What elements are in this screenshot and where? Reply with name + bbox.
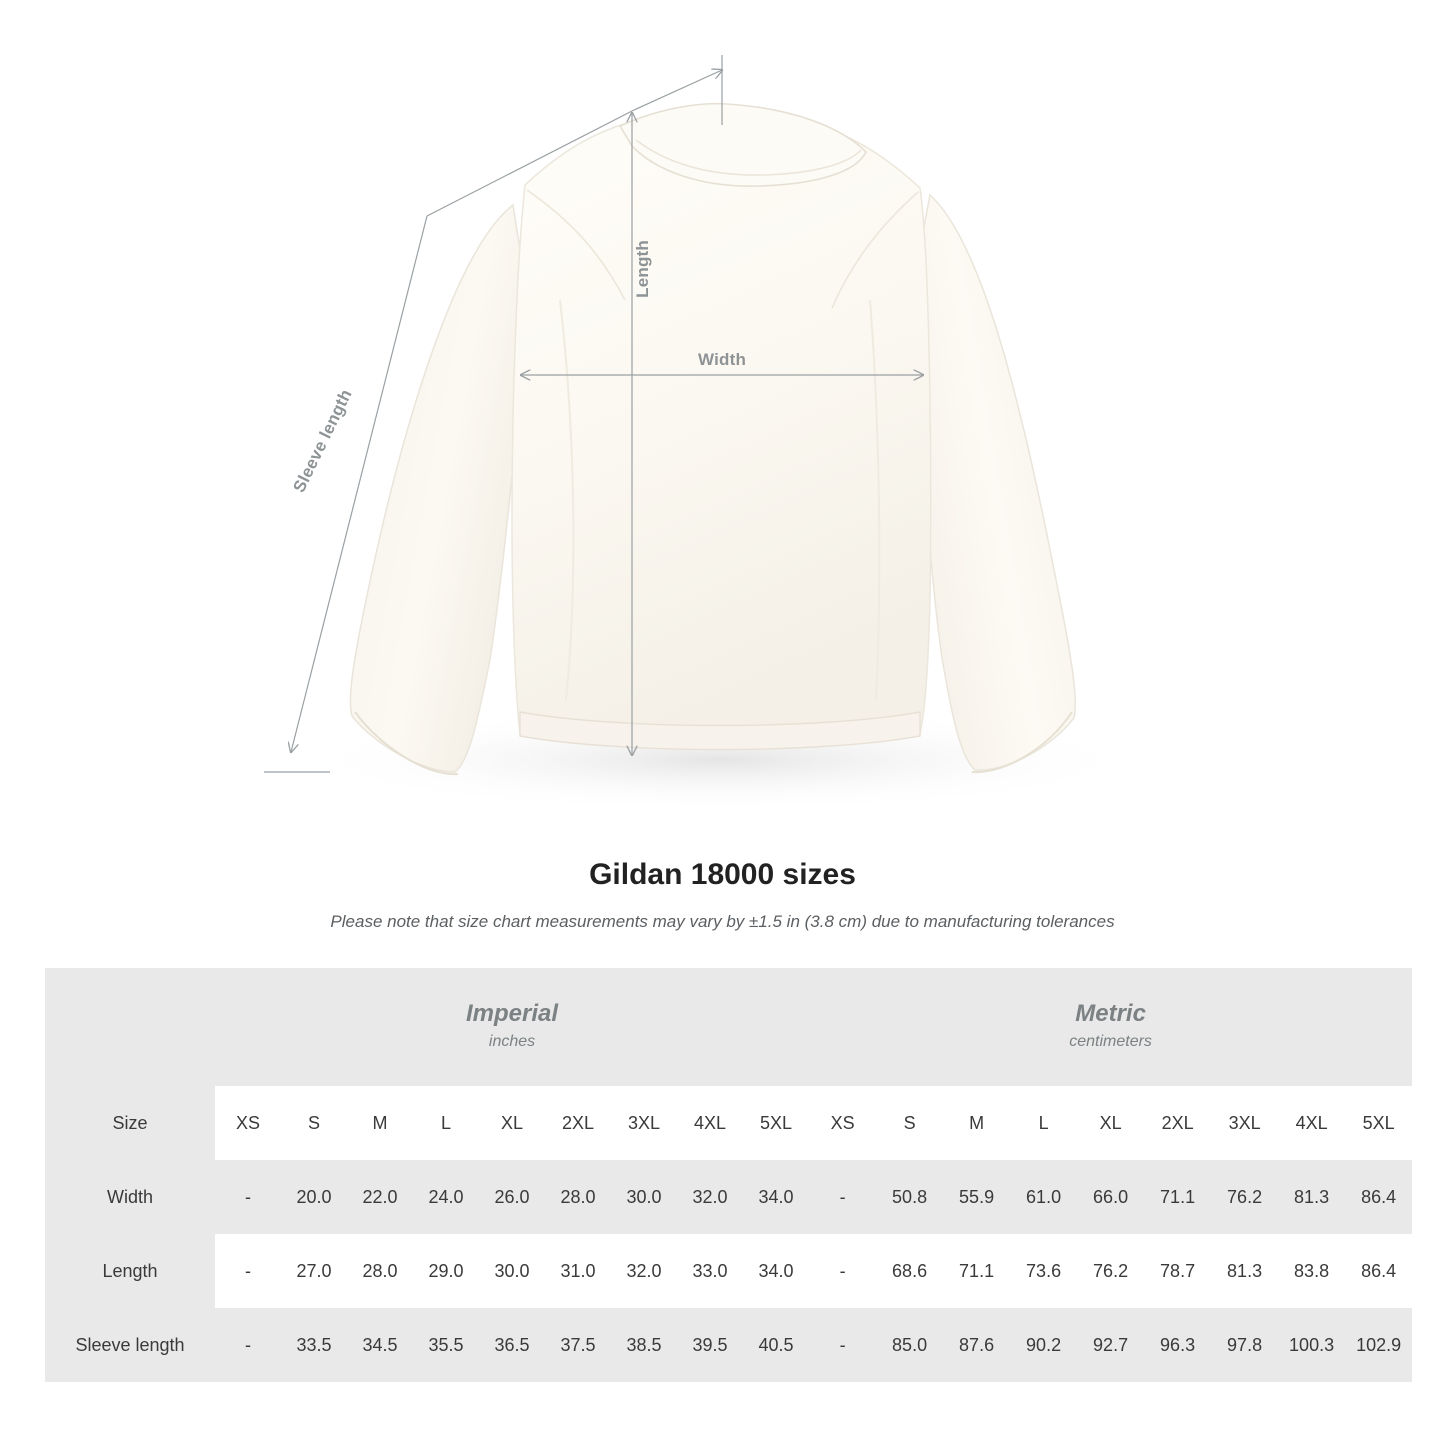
metric-system-unit: centimeters bbox=[1069, 1033, 1152, 1051]
size-col-metric-5xl: 5XL bbox=[1345, 1086, 1412, 1160]
size-col-metric-s: S bbox=[876, 1086, 943, 1160]
size-col-imperial-3xl: 3XL bbox=[611, 1086, 677, 1160]
cell-width-imperial-m: 22.0 bbox=[347, 1160, 413, 1234]
cell-length-imperial-5xl: 34.0 bbox=[743, 1234, 809, 1308]
cell-sleeve-imperial-2xl: 37.5 bbox=[545, 1308, 611, 1382]
cell-length-metric-xs: - bbox=[809, 1234, 876, 1308]
cell-length-metric-2xl: 78.7 bbox=[1144, 1234, 1211, 1308]
cell-width-imperial-3xl: 30.0 bbox=[611, 1160, 677, 1234]
size-col-metric-4xl: 4XL bbox=[1278, 1086, 1345, 1160]
metric-system-name: Metric bbox=[1075, 1000, 1146, 1028]
imperial-system-unit: inches bbox=[488, 1033, 536, 1051]
size-col-metric-m: M bbox=[943, 1086, 1010, 1160]
size-col-metric-xs: XS bbox=[809, 1086, 876, 1160]
size-table bbox=[45, 968, 1412, 1382]
imperial-system-name: Imperial bbox=[466, 1000, 559, 1028]
size-col-imperial-xl: XL bbox=[479, 1086, 545, 1160]
cell-width-imperial-2xl: 28.0 bbox=[545, 1160, 611, 1234]
cell-length-imperial-4xl: 33.0 bbox=[677, 1234, 743, 1308]
system-header-row bbox=[45, 968, 1412, 1086]
cell-sleeve-metric-l: 90.2 bbox=[1010, 1308, 1077, 1382]
row-label-width: Width bbox=[45, 1160, 215, 1234]
cell-length-imperial-xs: - bbox=[215, 1234, 281, 1308]
length-dimension-label: Length bbox=[633, 240, 652, 298]
cell-sleeve-imperial-xl: 36.5 bbox=[479, 1308, 545, 1382]
cell-length-metric-5xl: 86.4 bbox=[1345, 1234, 1412, 1308]
size-col-imperial-xs: XS bbox=[215, 1086, 281, 1160]
cell-width-metric-l: 61.0 bbox=[1010, 1160, 1077, 1234]
cell-length-metric-m: 71.1 bbox=[943, 1234, 1010, 1308]
sleeve-length-dimension-label: Sleeve length bbox=[289, 386, 356, 496]
cell-length-imperial-l: 29.0 bbox=[413, 1234, 479, 1308]
width-dimension-label: Width bbox=[698, 350, 747, 369]
cell-length-metric-xl: 76.2 bbox=[1077, 1234, 1144, 1308]
cell-length-imperial-s: 27.0 bbox=[281, 1234, 347, 1308]
size-col-imperial-2xl: 2XL bbox=[545, 1086, 611, 1160]
imperial-system-header bbox=[215, 968, 809, 1086]
size-header-row bbox=[45, 1086, 1412, 1160]
row-label-sleeve-length: Sleeve length bbox=[45, 1308, 215, 1382]
table-row bbox=[45, 1308, 1412, 1382]
size-col-imperial-4xl: 4XL bbox=[677, 1086, 743, 1160]
cell-width-imperial-xs: - bbox=[215, 1160, 281, 1234]
cell-sleeve-imperial-l: 35.5 bbox=[413, 1308, 479, 1382]
cell-length-metric-l: 73.6 bbox=[1010, 1234, 1077, 1308]
cell-width-metric-2xl: 71.1 bbox=[1144, 1160, 1211, 1234]
cell-width-imperial-4xl: 32.0 bbox=[677, 1160, 743, 1234]
cell-width-metric-s: 50.8 bbox=[876, 1160, 943, 1234]
cell-width-imperial-5xl: 34.0 bbox=[743, 1160, 809, 1234]
size-column-header: Size bbox=[45, 1086, 215, 1160]
size-col-imperial-s: S bbox=[281, 1086, 347, 1160]
size-col-metric-2xl: 2XL bbox=[1144, 1086, 1211, 1160]
size-col-metric-3xl: 3XL bbox=[1211, 1086, 1278, 1160]
cell-length-imperial-3xl: 32.0 bbox=[611, 1234, 677, 1308]
cell-sleeve-metric-m: 87.6 bbox=[943, 1308, 1010, 1382]
cell-width-imperial-xl: 26.0 bbox=[479, 1160, 545, 1234]
size-table-wrapper bbox=[45, 968, 1400, 1382]
cell-sleeve-imperial-s: 33.5 bbox=[281, 1308, 347, 1382]
cell-width-imperial-l: 24.0 bbox=[413, 1160, 479, 1234]
cell-sleeve-imperial-m: 34.5 bbox=[347, 1308, 413, 1382]
table-row bbox=[45, 1160, 1412, 1234]
cell-length-imperial-m: 28.0 bbox=[347, 1234, 413, 1308]
cell-sleeve-metric-xs: - bbox=[809, 1308, 876, 1382]
cell-width-metric-3xl: 76.2 bbox=[1211, 1160, 1278, 1234]
cell-length-metric-4xl: 83.8 bbox=[1278, 1234, 1345, 1308]
cell-length-metric-3xl: 81.3 bbox=[1211, 1234, 1278, 1308]
cell-sleeve-metric-xl: 92.7 bbox=[1077, 1308, 1144, 1382]
cell-width-metric-xs: - bbox=[809, 1160, 876, 1234]
cell-width-imperial-s: 20.0 bbox=[281, 1160, 347, 1234]
cell-sleeve-metric-2xl: 96.3 bbox=[1144, 1308, 1211, 1382]
metric-system-header bbox=[809, 968, 1412, 1086]
cell-sleeve-metric-s: 85.0 bbox=[876, 1308, 943, 1382]
cell-width-metric-4xl: 81.3 bbox=[1278, 1160, 1345, 1234]
row-label-length: Length bbox=[45, 1234, 215, 1308]
cell-sleeve-imperial-5xl: 40.5 bbox=[743, 1308, 809, 1382]
tolerance-note: Please note that size chart measurements may vary by ±1.5 in (3.8 cm) due to manufacturing tolerances bbox=[330, 912, 1115, 931]
cell-width-metric-m: 55.9 bbox=[943, 1160, 1010, 1234]
page-title: Gildan 18000 sizes bbox=[589, 858, 856, 891]
cell-sleeve-imperial-xs: - bbox=[215, 1308, 281, 1382]
system-header-spacer bbox=[45, 968, 215, 1086]
cell-width-metric-xl: 66.0 bbox=[1077, 1160, 1144, 1234]
cell-sleeve-metric-3xl: 97.8 bbox=[1211, 1308, 1278, 1382]
size-col-imperial-5xl: 5XL bbox=[743, 1086, 809, 1160]
size-col-imperial-l: L bbox=[413, 1086, 479, 1160]
size-col-metric-l: L bbox=[1010, 1086, 1077, 1160]
cell-sleeve-imperial-3xl: 38.5 bbox=[611, 1308, 677, 1382]
table-row bbox=[45, 1234, 1412, 1308]
cell-sleeve-imperial-4xl: 39.5 bbox=[677, 1308, 743, 1382]
cell-length-imperial-2xl: 31.0 bbox=[545, 1234, 611, 1308]
cell-width-metric-5xl: 86.4 bbox=[1345, 1160, 1412, 1234]
size-col-imperial-m: M bbox=[347, 1086, 413, 1160]
size-col-metric-xl: XL bbox=[1077, 1086, 1144, 1160]
cell-sleeve-metric-5xl: 102.9 bbox=[1345, 1308, 1412, 1382]
cell-sleeve-metric-4xl: 100.3 bbox=[1278, 1308, 1345, 1382]
cell-length-metric-s: 68.6 bbox=[876, 1234, 943, 1308]
cell-length-imperial-xl: 30.0 bbox=[479, 1234, 545, 1308]
